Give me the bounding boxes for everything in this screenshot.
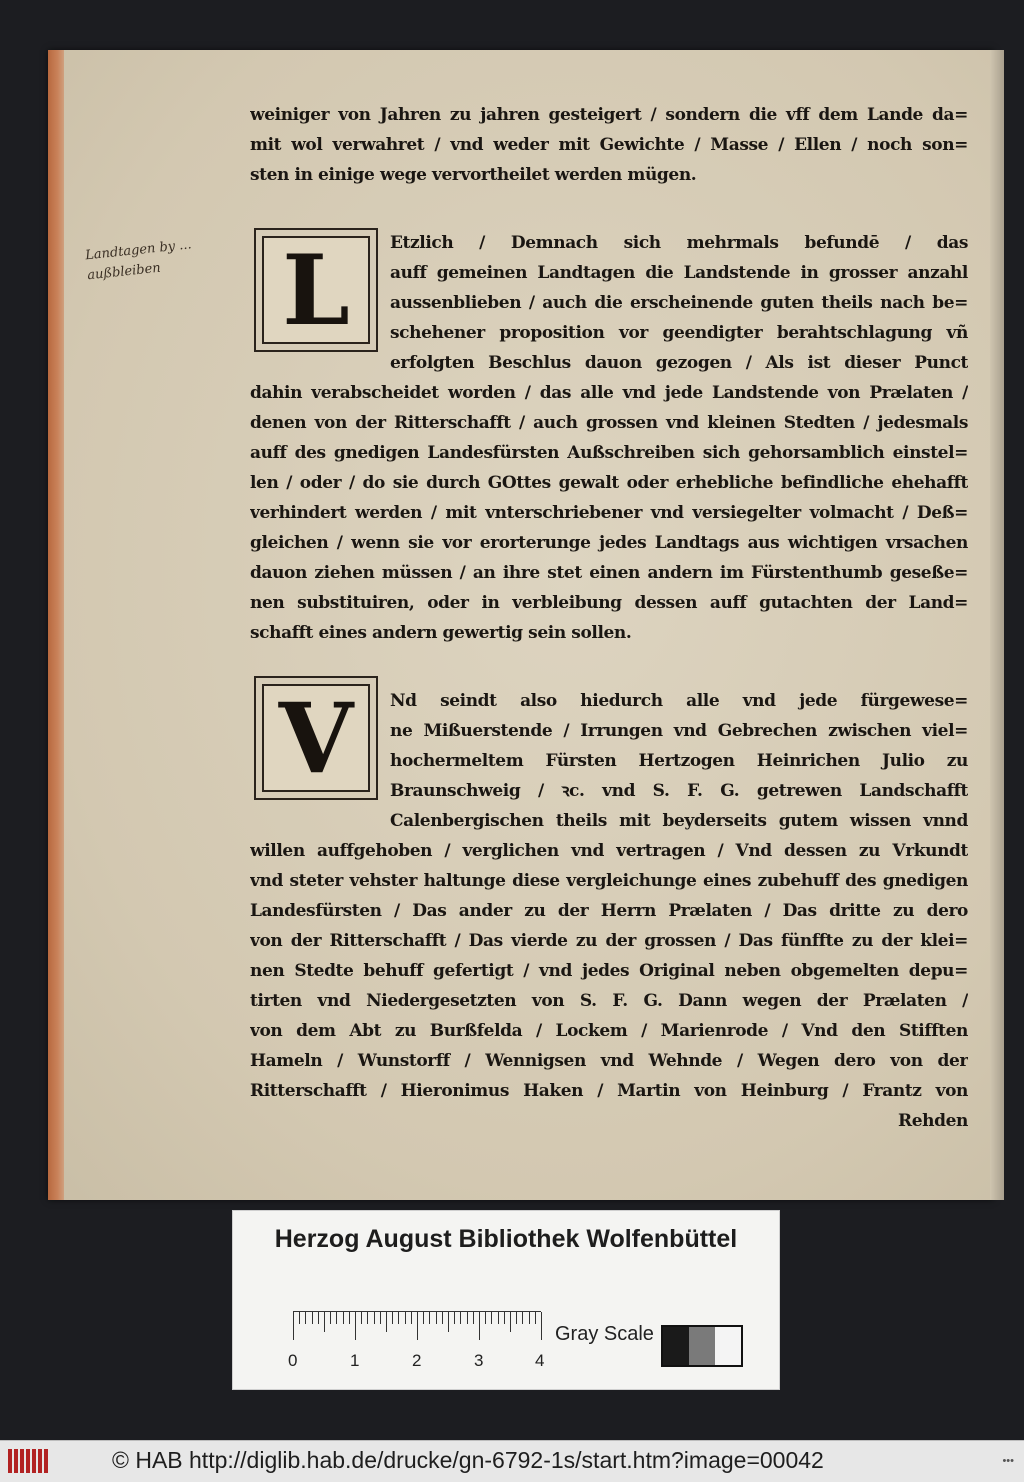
- ruler-tick: [467, 1312, 468, 1324]
- ruler-tick: [386, 1312, 387, 1332]
- swatch-mid: [689, 1327, 715, 1365]
- ruler-tick: [417, 1312, 418, 1340]
- ruler-tick: [330, 1312, 331, 1324]
- ruler-label: 0: [288, 1351, 298, 1370]
- page-text: [250, 100, 968, 1136]
- ruler-tick: [460, 1312, 461, 1324]
- text-line: gleichen / wenn sie vor erorterunge jedes Landtags aus wichtigen vrsachen: [250, 533, 968, 553]
- ruler-tick: [374, 1312, 375, 1324]
- ruler-label: 4: [535, 1351, 545, 1370]
- text-line: tirten vnd Niedergesetzten von S. F. G. Dann wegen der Prælaten /: [250, 991, 968, 1011]
- text-line: auff des gnedigen Landesfürsten Außschreiben sich gehorsamblich einstel=: [250, 443, 968, 463]
- text-line: aussenblieben / auch die erscheinende guten theils nach be=: [390, 293, 968, 313]
- grayscale-swatches: [661, 1325, 743, 1367]
- ruler-tick: [491, 1312, 492, 1324]
- ruler-tick: [318, 1312, 319, 1324]
- text-line: vnd steter vehster haltunge diese vergleichunge eines zubehuff des gnedigen: [250, 871, 968, 891]
- ruler-tick: [305, 1312, 306, 1324]
- more-icon[interactable]: •••: [1002, 1455, 1014, 1467]
- text-line: von dem Abt zu Burßfelda / Lockem / Marienrode / Vnd den Stifften: [250, 1021, 968, 1041]
- text-line: len / oder / do sie durch GOttes gewalt oder erhebliche befindliche ehehafft: [250, 473, 968, 493]
- ruler-tick: [361, 1312, 362, 1324]
- ruler-tick: [479, 1312, 480, 1340]
- ruler-tick: [510, 1312, 511, 1332]
- marginal-note: Landtagen by ... außbleiben: [84, 237, 193, 284]
- ruler-tick: [349, 1312, 350, 1324]
- text-line: Hameln / Wunstorff / Wennigsen vnd Wehnde / Wegen dero von der: [250, 1051, 968, 1071]
- ruler-tick: [436, 1312, 437, 1324]
- ruler-tick: [541, 1312, 542, 1340]
- text-line: Braunschweig / ꝛc. vnd S. F. G. getrewen Landschafft: [390, 781, 968, 801]
- text-line: auff gemeinen Landtagen die Landstende in grosser anzahl: [390, 263, 968, 283]
- ruler-tick: [392, 1312, 393, 1324]
- ruler-tick: [448, 1312, 449, 1332]
- text-line: Nd seindt also hiedurch alle vnd jede fürgewese=: [390, 691, 968, 711]
- ruler-tick: [411, 1312, 412, 1324]
- ruler-tick: [516, 1312, 517, 1324]
- ruler-tick: [367, 1312, 368, 1324]
- viewer-footer: [0, 1440, 1024, 1482]
- text-line: Ritterschafft / Hieronimus Haken / Martin von Heinburg / Frantz von: [250, 1081, 968, 1101]
- ruler-tick: [299, 1312, 300, 1324]
- copyright-url[interactable]: © HAB http://diglib.hab.de/drucke/gn-6792-1s/start.htm?image=00042: [112, 1447, 824, 1473]
- ruler-label: 1: [350, 1351, 360, 1370]
- ruler-tick: [529, 1312, 530, 1324]
- ruler-tick: [504, 1312, 505, 1324]
- ruler-tick: [535, 1312, 536, 1324]
- library-color-card: [232, 1210, 780, 1390]
- swatch-dark: [663, 1327, 689, 1365]
- ruler-tick: [429, 1312, 430, 1324]
- ruler-label: 3: [474, 1351, 484, 1370]
- text-line: Landesfürsten / Das ander zu der Herrn Prælaten / Das dritte zu dero: [250, 901, 968, 921]
- decorated-initial-2: V: [254, 676, 378, 800]
- ruler-tick: [343, 1312, 344, 1324]
- ruler-tick: [485, 1312, 486, 1324]
- ruler-tick: [405, 1312, 406, 1324]
- text-line: nen substituiren, oder in verbleibung dessen auff gutachten der Land=: [250, 593, 968, 613]
- text-line: nen Stedte behuff gefertigt / vnd jedes Original neben obgemelten depu=: [250, 961, 968, 981]
- ruler-tick: [498, 1312, 499, 1324]
- text-line: Etzlich / Demnach sich mehrmals befundē / das: [390, 233, 968, 253]
- ruler-tick: [293, 1312, 294, 1340]
- text-line: schehener proposition vor geendigter berahtschlagung vñ: [390, 323, 968, 343]
- text-line: erfolgten Beschlus dauon gezogen / Als ist dieser Punct: [390, 353, 968, 373]
- ruler-tick: [312, 1312, 313, 1324]
- ruler-tick: [423, 1312, 424, 1324]
- text-line: willen auffgehoben / verglichen vnd vertragen / Vnd dessen zu Vrkundt: [250, 841, 968, 861]
- ruler-tick: [355, 1312, 356, 1340]
- ruler-label: 2: [412, 1351, 422, 1370]
- text-line: dauon ziehen müssen / an ihre stet einen andern im Fürstenthumb geseße=: [250, 563, 968, 583]
- text-line: Calenbergischen theils mit beyderseits gutem wissen vnnd: [390, 811, 968, 831]
- page-edge-right: [990, 50, 1004, 1200]
- text-line: dahin verabscheidet worden / das alle vnd jede Landstende von Prælaten /: [250, 383, 968, 403]
- swatch-light: [715, 1327, 741, 1365]
- page-edge-left: [48, 50, 64, 1200]
- grayscale-label: Gray Scale: [555, 1323, 654, 1345]
- ruler-tick: [473, 1312, 474, 1324]
- decorated-initial-1: L: [254, 228, 378, 352]
- ruler-tick: [442, 1312, 443, 1324]
- text-line: von der Ritterschafft / Das vierde zu der grossen / Das fünffte zu der klei=: [250, 931, 968, 951]
- text-line: denen von der Ritterschafft / auch grossen vnd kleinen Stedten / jedesmals: [250, 413, 968, 433]
- ruler-tick: [324, 1312, 325, 1332]
- text-line: verhindert werden / mit vnterschriebener vnd versiegelter volmacht / Deß=: [250, 503, 968, 523]
- hab-logo-icon: [8, 1449, 48, 1473]
- ruler-tick: [336, 1312, 337, 1324]
- text-line: mit wol verwahret / vnd weder mit Gewichte / Masse / Ellen / noch son=: [250, 135, 968, 155]
- text-line: sten in einige wege vervortheilet werden mügen.: [250, 165, 697, 185]
- text-line: schafft eines andern gewertig sein sollen.: [250, 623, 632, 643]
- text-line: weiniger von Jahren zu jahren gesteigert / sondern die vff dem Lande da=: [250, 105, 968, 125]
- text-line: ne Mißuerstende / Irrungen vnd Gebrechen zwischen viel=: [390, 721, 968, 741]
- ruler-tick: [380, 1312, 381, 1324]
- card-title: Herzog August Bibliothek Wolfenbüttel: [274, 1225, 738, 1253]
- catchword: Rehden: [898, 1111, 968, 1131]
- ruler-tick: [398, 1312, 399, 1324]
- ruler-tick: [522, 1312, 523, 1324]
- text-line: hochermeltem Fürsten Hertzogen Heinrichen Julio zu: [390, 751, 968, 771]
- ruler-tick: [454, 1312, 455, 1324]
- ruler: [293, 1311, 541, 1340]
